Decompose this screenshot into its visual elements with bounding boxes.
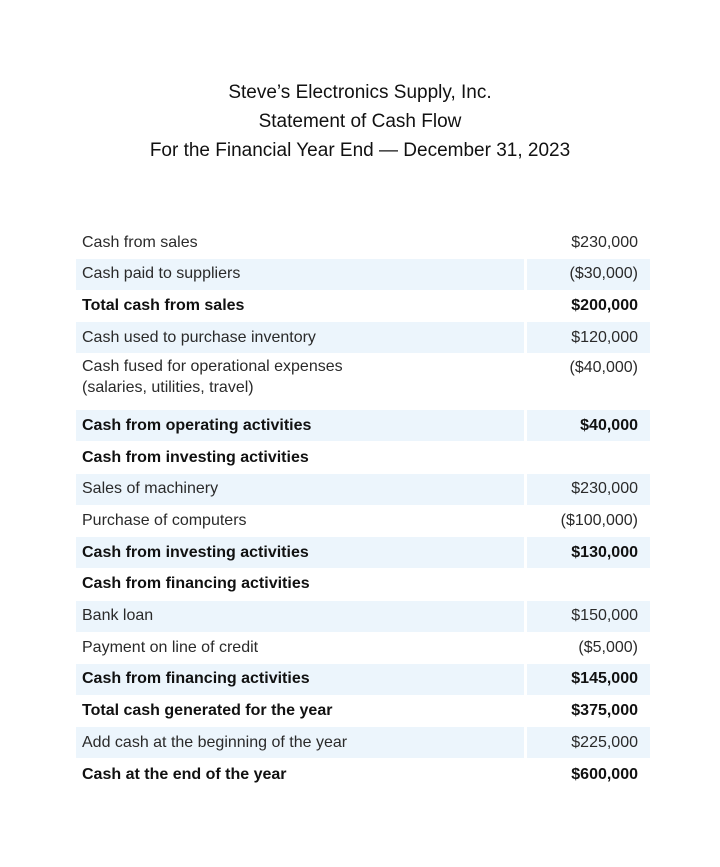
- row-value: $130,000: [527, 537, 650, 568]
- table-row: [76, 259, 650, 290]
- row-label: Cash paid to suppliers: [76, 259, 524, 290]
- row-value: $200,000: [571, 296, 638, 314]
- row-value: $120,000: [527, 322, 650, 353]
- table-row: [76, 474, 650, 505]
- row-label: Total cash generated for the year: [82, 702, 333, 720]
- table-row: [76, 537, 650, 568]
- table-row: [76, 569, 650, 600]
- row-label: Cash at the end of the year: [82, 765, 287, 783]
- row-value: $600,000: [571, 765, 638, 783]
- table-row: [76, 506, 650, 537]
- row-value: $145,000: [527, 664, 650, 695]
- table-row: [76, 727, 650, 758]
- row-value: ($100,000): [560, 512, 638, 529]
- row-label: Cash from financing activities: [76, 664, 524, 695]
- table-row: [76, 664, 650, 695]
- table-row: [76, 442, 650, 473]
- row-label: Cash from investing activities: [82, 448, 309, 466]
- table-row: [76, 696, 650, 727]
- row-value: ($5,000): [578, 638, 638, 656]
- cash-flow-table: [76, 227, 650, 791]
- row-label: Add cash at the beginning of the year: [76, 727, 524, 758]
- table-row: [76, 227, 650, 258]
- row-value: [527, 569, 650, 600]
- row-label: Payment on line of credit: [82, 638, 259, 656]
- row-value: ($40,000): [569, 358, 638, 376]
- row-label: Sales of machinery: [76, 474, 524, 505]
- row-value: $225,000: [527, 727, 650, 758]
- row-value: $375,000: [571, 702, 638, 720]
- company-name: Steve’s Electronics Supply, Inc.: [228, 82, 492, 103]
- row-label: Cash from sales: [82, 233, 198, 251]
- row-value: $230,000: [527, 474, 650, 505]
- row-label: [76, 351, 524, 412]
- row-label: Bank loan: [76, 601, 524, 632]
- row-label: Cash from financing activities: [82, 575, 310, 593]
- row-label: Purchase of computers: [82, 512, 247, 529]
- row-value: $40,000: [527, 410, 650, 441]
- row-value: ($30,000): [527, 259, 650, 290]
- statement-header: [0, 78, 720, 165]
- row-label: Cash from investing activities: [76, 537, 524, 568]
- row-label-line-2: (salaries, utilities, travel): [82, 379, 254, 397]
- row-value: $230,000: [571, 233, 638, 251]
- table-row: [76, 759, 650, 790]
- statement-title: Statement of Cash Flow: [258, 111, 462, 132]
- table-row: [76, 601, 650, 632]
- table-row: [76, 632, 650, 663]
- row-value: $150,000: [527, 601, 650, 632]
- table-row: [76, 290, 650, 321]
- row-label: Total cash from sales: [82, 296, 245, 314]
- row-value: [527, 442, 650, 473]
- row-label: Cash used to purchase inventory: [76, 322, 524, 353]
- statement-period: For the Financial Year End — December 31, 2023: [149, 140, 571, 161]
- table-row: [76, 322, 650, 353]
- table-row: [76, 410, 650, 441]
- row-label: Cash from operating activities: [76, 410, 524, 441]
- row-label-line-1: Cash fused for operational expenses: [82, 358, 343, 376]
- table-row: [76, 354, 650, 410]
